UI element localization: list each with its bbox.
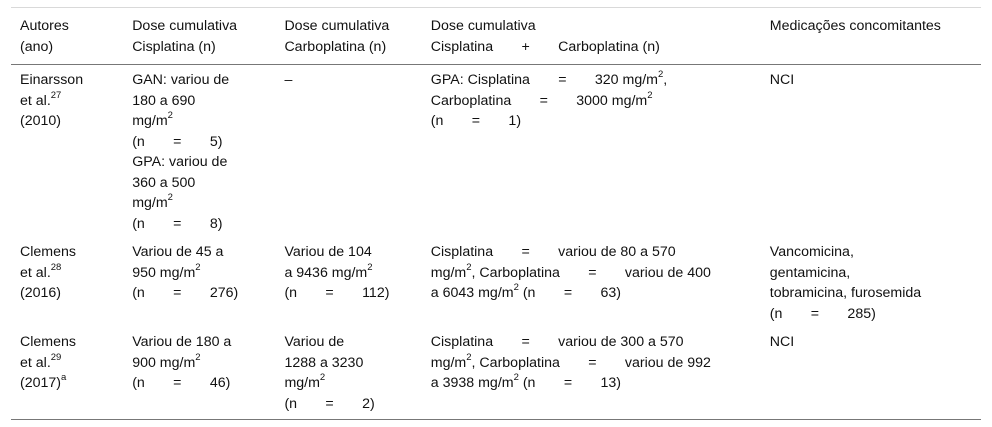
cell-cis-carbo: GPA: Cisplatina = 320 $mg/m^2$, Carboplatina = 3000 $mg/m^2$ (n = 1) xyxy=(430,69,668,129)
cell-carboplatina: Variou de 1288 a 3230 $mg/m^2$ (n = 2) xyxy=(275,327,421,420)
header-row xyxy=(11,7,981,65)
header-cis-carbo: Dose cumulativa Cisplatina + Carboplatina (n) xyxy=(422,7,761,65)
cell-cis-carbo: Cisplatina = variou de 80 a 570 $mg/m^2$, Carboplatina = variou de 400 a 6043 $mg/m^2$ (n = 63) xyxy=(430,244,711,301)
cell-medicacoes: NCI xyxy=(769,72,795,88)
cell-author: Clemens et al.$^{28}$ (2016) xyxy=(20,244,76,301)
cell-carboplatina: – xyxy=(284,72,293,88)
cell-medicacoes: NCI xyxy=(761,327,981,420)
cell-cisplatina: Variou de 180 a 900 $mg/m^2$ (n = 46) xyxy=(123,327,275,420)
header-medicacoes: Medicações concomitantes xyxy=(761,7,981,65)
cell-cisplatina: GAN: variou de 180 a 690 $mg/m^2$ (n = 5) GPA: variou de 360 a 500 $mg/m^2$ (n = 8) xyxy=(132,72,230,232)
cell-cisplatina: Variou de 45 a 950 $mg/m^2$ (n = 276) xyxy=(132,244,239,301)
cell-cis-carbo: Cisplatina = variou de 300 a 570 $mg/m^2$, Carboplatina = variou de 992 a 3938 $mg/m^2$ (n = 13) xyxy=(422,327,761,420)
table-row xyxy=(11,327,981,420)
cell-medicacoes: Vancomicina, gentamicina, tobramicina, furosemida (n = 285) xyxy=(769,244,922,322)
header-autores: Autores (ano) xyxy=(11,7,123,65)
cell-author: Clemens et al.$^{29}$ $(2017)^a$ xyxy=(11,327,123,420)
cell-author: Einarsson et al.$^{27}$ (2010) xyxy=(20,72,84,129)
table-row xyxy=(11,65,981,238)
table-row xyxy=(11,237,981,327)
data-table xyxy=(11,7,981,420)
header-cisplatina: Dose cumulativa Cisplatina (n) xyxy=(123,7,275,65)
cell-carboplatina: Variou de 104 a 9436 $mg/m^2$ (n = 112) xyxy=(284,244,390,301)
header-carboplatina: Dose cumulativa Carboplatina (n) xyxy=(275,7,421,65)
